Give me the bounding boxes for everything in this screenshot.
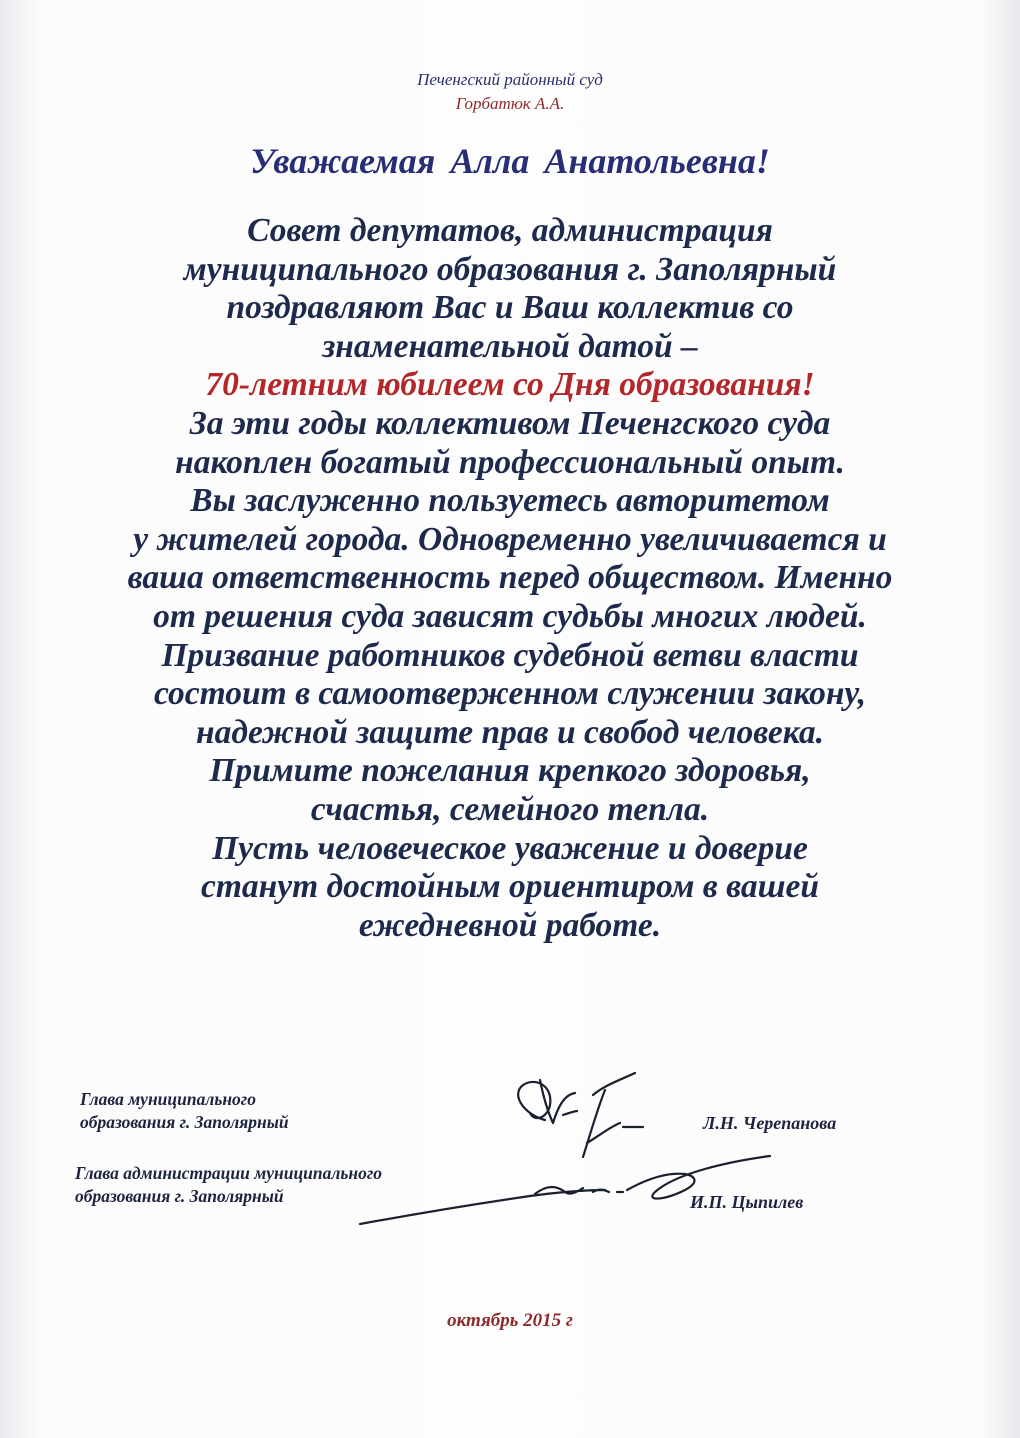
signatory-1-name: Л.Н. Черепанова xyxy=(703,1113,837,1133)
signatory-1-title-line2: образования г. Заполярный xyxy=(80,1112,289,1132)
body-line: Вы заслуженно пользуетесь авторитетом xyxy=(190,482,830,520)
body-line: Пусть человеческое уважение и доверие xyxy=(212,829,808,867)
body-line: у жителей города. Одновременно увеличивается и xyxy=(133,520,887,558)
signatory-1-title-line1: Глава муниципального xyxy=(80,1089,256,1109)
signature-1-graphic xyxy=(505,1065,665,1165)
addressee-court: Печенгский районный суд xyxy=(417,70,603,89)
body-line: За эти годы коллективом Печенгского суда xyxy=(189,404,831,442)
signatory-2-title-line2: образования г. Заполярный xyxy=(75,1186,284,1206)
signatory-2-title-line1: Глава администрации муниципального xyxy=(75,1163,383,1183)
greeting-heading: Уважаемая Алла Анатольевна! xyxy=(250,141,770,181)
body-line: поздравляют Вас и Ваш коллектив со xyxy=(226,289,794,327)
body-line: ежедневной работе. xyxy=(358,906,662,944)
letter-date: октябрь 2015 г xyxy=(447,1310,573,1331)
body-line: ваша ответственность перед обществом. Именно xyxy=(127,559,893,597)
body-line: счастья, семейного тепла. xyxy=(310,790,710,828)
signatory-2-title xyxy=(75,1162,382,1208)
body-line: Примите пожелания крепкого здоровья, xyxy=(209,752,811,790)
body-line: состоит в самоотверженном служении закону, xyxy=(153,675,866,713)
body-line: муниципального образования г. Заполярный xyxy=(183,250,837,288)
anniversary-line: 70-летним юбилеем со Дня образования! xyxy=(205,366,815,404)
letter-body xyxy=(40,212,980,945)
signatory-2-name: И.П. Цыпилев xyxy=(690,1192,804,1212)
body-line: надежной защите прав и свобод человека. xyxy=(196,713,824,751)
body-line: от решения суда зависят судьбы многих людей. xyxy=(153,597,867,635)
body-line: знаменательной датой – xyxy=(322,327,698,365)
body-line: Призвание работников судебной ветви власти xyxy=(161,636,859,674)
addressee-person: Горбатюк А.А. xyxy=(455,94,565,113)
body-line: станут достойным ориентиром в вашей xyxy=(200,868,820,906)
body-line: Совет депутатов, администрация xyxy=(247,212,773,249)
body-line: накоплен богатый профессиональный опыт. xyxy=(175,443,845,481)
signatory-1-title xyxy=(80,1088,289,1134)
